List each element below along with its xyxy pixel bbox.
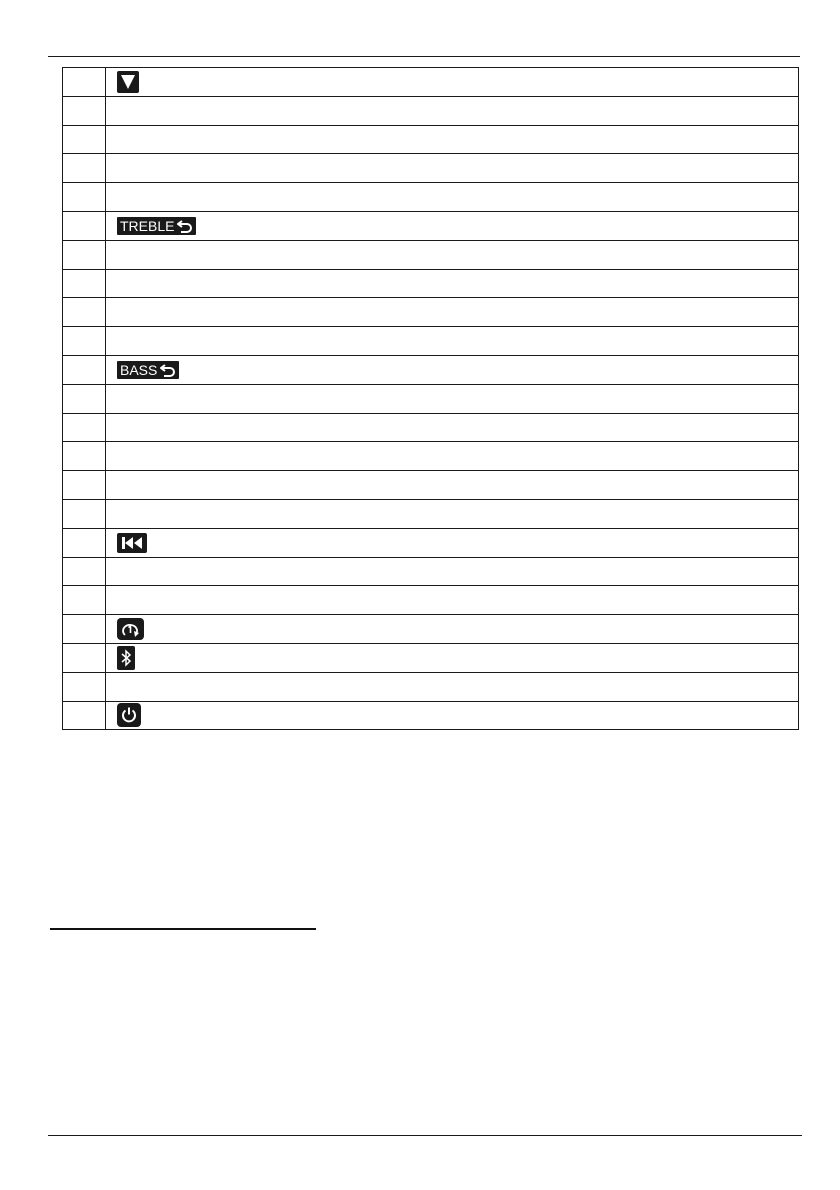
table-row <box>63 154 799 183</box>
row-number-cell <box>63 672 106 701</box>
symbol-cell <box>106 154 799 183</box>
section-heading-underline <box>50 928 316 930</box>
table-row <box>63 528 799 557</box>
table-row <box>63 68 799 97</box>
bass-back-icon <box>117 361 179 379</box>
symbol-cell <box>106 240 799 269</box>
table-row <box>63 327 799 356</box>
table-row <box>63 211 799 240</box>
table-row <box>63 701 799 730</box>
row-number-cell <box>63 154 106 183</box>
symbol-cell <box>106 125 799 154</box>
table-row <box>63 355 799 384</box>
row-number-cell <box>63 211 106 240</box>
bluetooth-icon <box>117 646 135 670</box>
row-number-cell <box>63 384 106 413</box>
symbol-cell <box>106 471 799 500</box>
symbol-cell <box>106 672 799 701</box>
symbol-cell <box>106 183 799 212</box>
row-number-cell <box>63 183 106 212</box>
row-number-cell <box>63 327 106 356</box>
table-row <box>63 96 799 125</box>
table-row <box>63 384 799 413</box>
table-row <box>63 240 799 269</box>
symbol-cell <box>106 413 799 442</box>
symbol-cell <box>106 68 799 97</box>
treble-label: TREBLE <box>120 217 175 234</box>
footer-rule <box>48 1135 802 1136</box>
symbol-cell <box>106 643 799 672</box>
header-rule <box>48 56 800 57</box>
bass-label: BASS <box>120 361 158 378</box>
row-number-cell <box>63 240 106 269</box>
skip-back-icon <box>117 533 147 553</box>
symbol-cell <box>106 586 799 615</box>
row-number-cell <box>63 643 106 672</box>
row-number-cell <box>63 68 106 97</box>
row-number-cell <box>63 586 106 615</box>
row-number-cell <box>63 125 106 154</box>
treble-back-icon <box>117 217 196 235</box>
symbol-cell <box>106 615 799 644</box>
row-number-cell <box>63 701 106 730</box>
symbol-cell <box>106 211 799 240</box>
row-number-cell <box>63 442 106 471</box>
table-row <box>63 471 799 500</box>
table-row <box>63 413 799 442</box>
symbol-cell <box>106 327 799 356</box>
power-icon <box>117 703 141 727</box>
table-row <box>63 615 799 644</box>
table-row <box>63 298 799 327</box>
table-row <box>63 643 799 672</box>
symbol-cell <box>106 442 799 471</box>
table-row <box>63 499 799 528</box>
symbol-cell <box>106 557 799 586</box>
table-row <box>63 442 799 471</box>
table-row <box>63 125 799 154</box>
row-number-cell <box>63 96 106 125</box>
symbol-cell <box>106 298 799 327</box>
table-row <box>63 557 799 586</box>
row-number-cell <box>63 413 106 442</box>
row-number-cell <box>63 557 106 586</box>
symbol-cell <box>106 701 799 730</box>
row-number-cell <box>63 615 106 644</box>
symbol-cell <box>106 269 799 298</box>
symbol-table <box>62 67 799 730</box>
symbol-cell <box>106 384 799 413</box>
table-row <box>63 183 799 212</box>
symbol-cell <box>106 355 799 384</box>
row-number-cell <box>63 528 106 557</box>
symbol-cell <box>106 96 799 125</box>
table-row <box>63 269 799 298</box>
symbol-cell <box>106 528 799 557</box>
repeat-one-icon <box>117 618 144 640</box>
row-number-cell <box>63 269 106 298</box>
row-number-cell <box>63 298 106 327</box>
row-number-cell <box>63 499 106 528</box>
symbol-cell <box>106 499 799 528</box>
down-triangle-icon <box>117 71 139 93</box>
table-row <box>63 586 799 615</box>
row-number-cell <box>63 355 106 384</box>
row-number-cell <box>63 471 106 500</box>
table-row <box>63 672 799 701</box>
